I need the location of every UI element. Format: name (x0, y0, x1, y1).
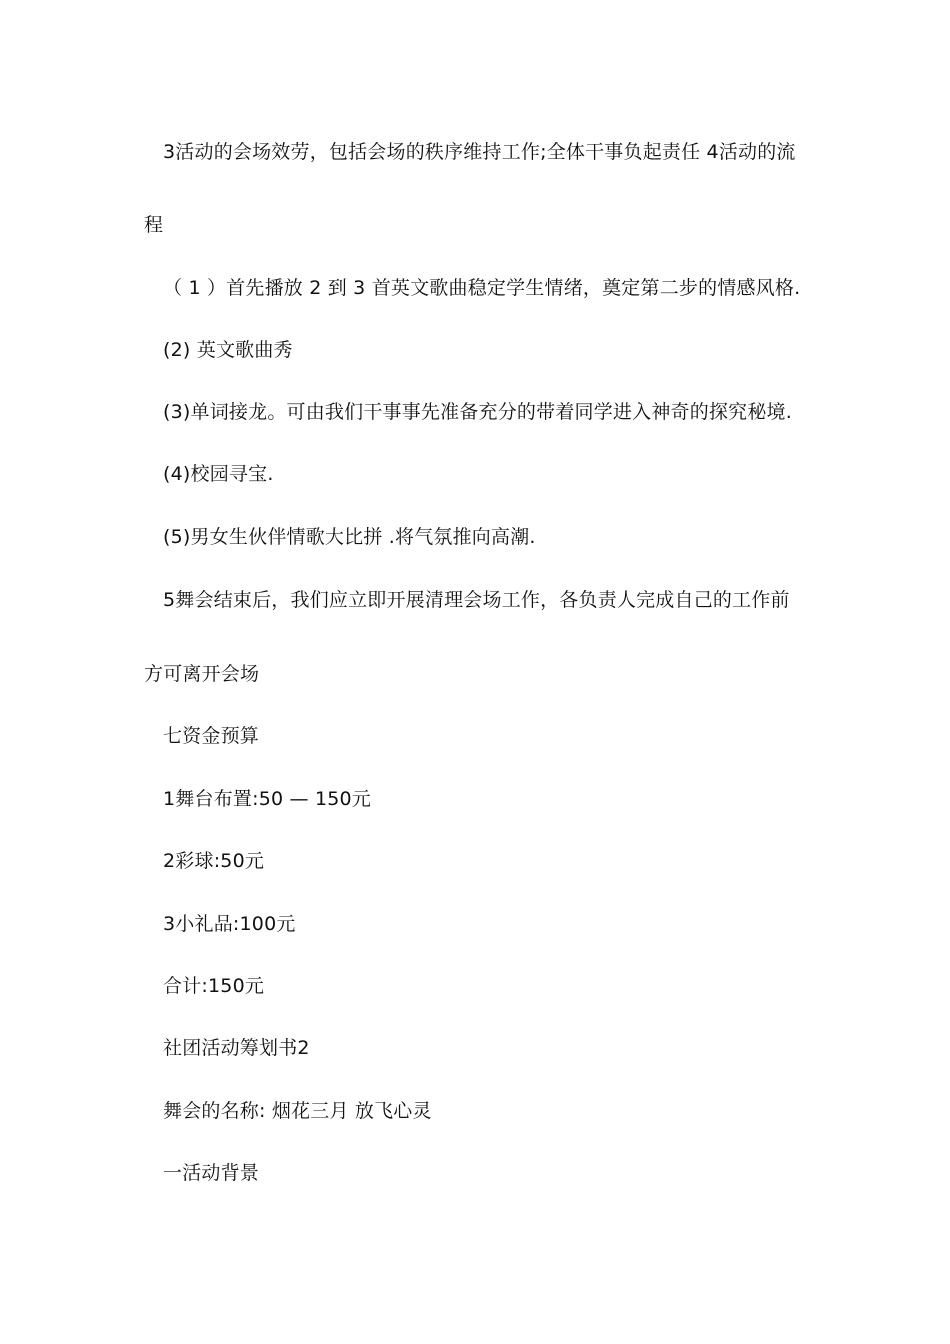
budget-total: 合计:150元 (163, 975, 265, 997)
section-heading-budget: 七资金预算 (163, 725, 260, 747)
paragraph-cleanup-continued: 方可离开会场 (144, 663, 260, 685)
budget-item-balloons: 2彩球:50元 (163, 850, 265, 872)
flow-step-1: （ 1 ）首先播放 2 到 3 首英文歌曲稳定学生情绪，奠定第二步的情感风格. (163, 277, 801, 299)
flow-step-5: (5)男女生伙伴情歌大比拼 .将气氛推向高潮. (163, 526, 536, 548)
budget-item-gifts: 3小礼品:100元 (163, 913, 296, 935)
paragraph-venue-service-continued: 程 (144, 214, 164, 236)
section-heading-background: 一活动背景 (163, 1162, 260, 1184)
flow-step-3: (3)单词接龙。可由我们干事事先准备充分的带着同学进入神奇的探究秘境. (163, 401, 792, 423)
dance-name: 舞会的名称: 烟花三月 放飞心灵 (163, 1100, 432, 1122)
flow-step-4: (4)校园寻宝. (163, 463, 274, 485)
paragraph-cleanup: 5舞会结束后，我们应立即开展清理会场工作，各负责人完成自己的工作前 (163, 589, 790, 611)
flow-step-2: (2) 英文歌曲秀 (163, 339, 293, 361)
document-heading-plan-2: 社团活动筹划书2 (163, 1037, 310, 1059)
budget-item-stage: 1舞台布置:50 — 150元 (163, 788, 372, 810)
paragraph-venue-service: 3活动的会场效劳，包括会场的秩序维持工作;全体干事负起责任 4活动的流 (163, 141, 796, 163)
